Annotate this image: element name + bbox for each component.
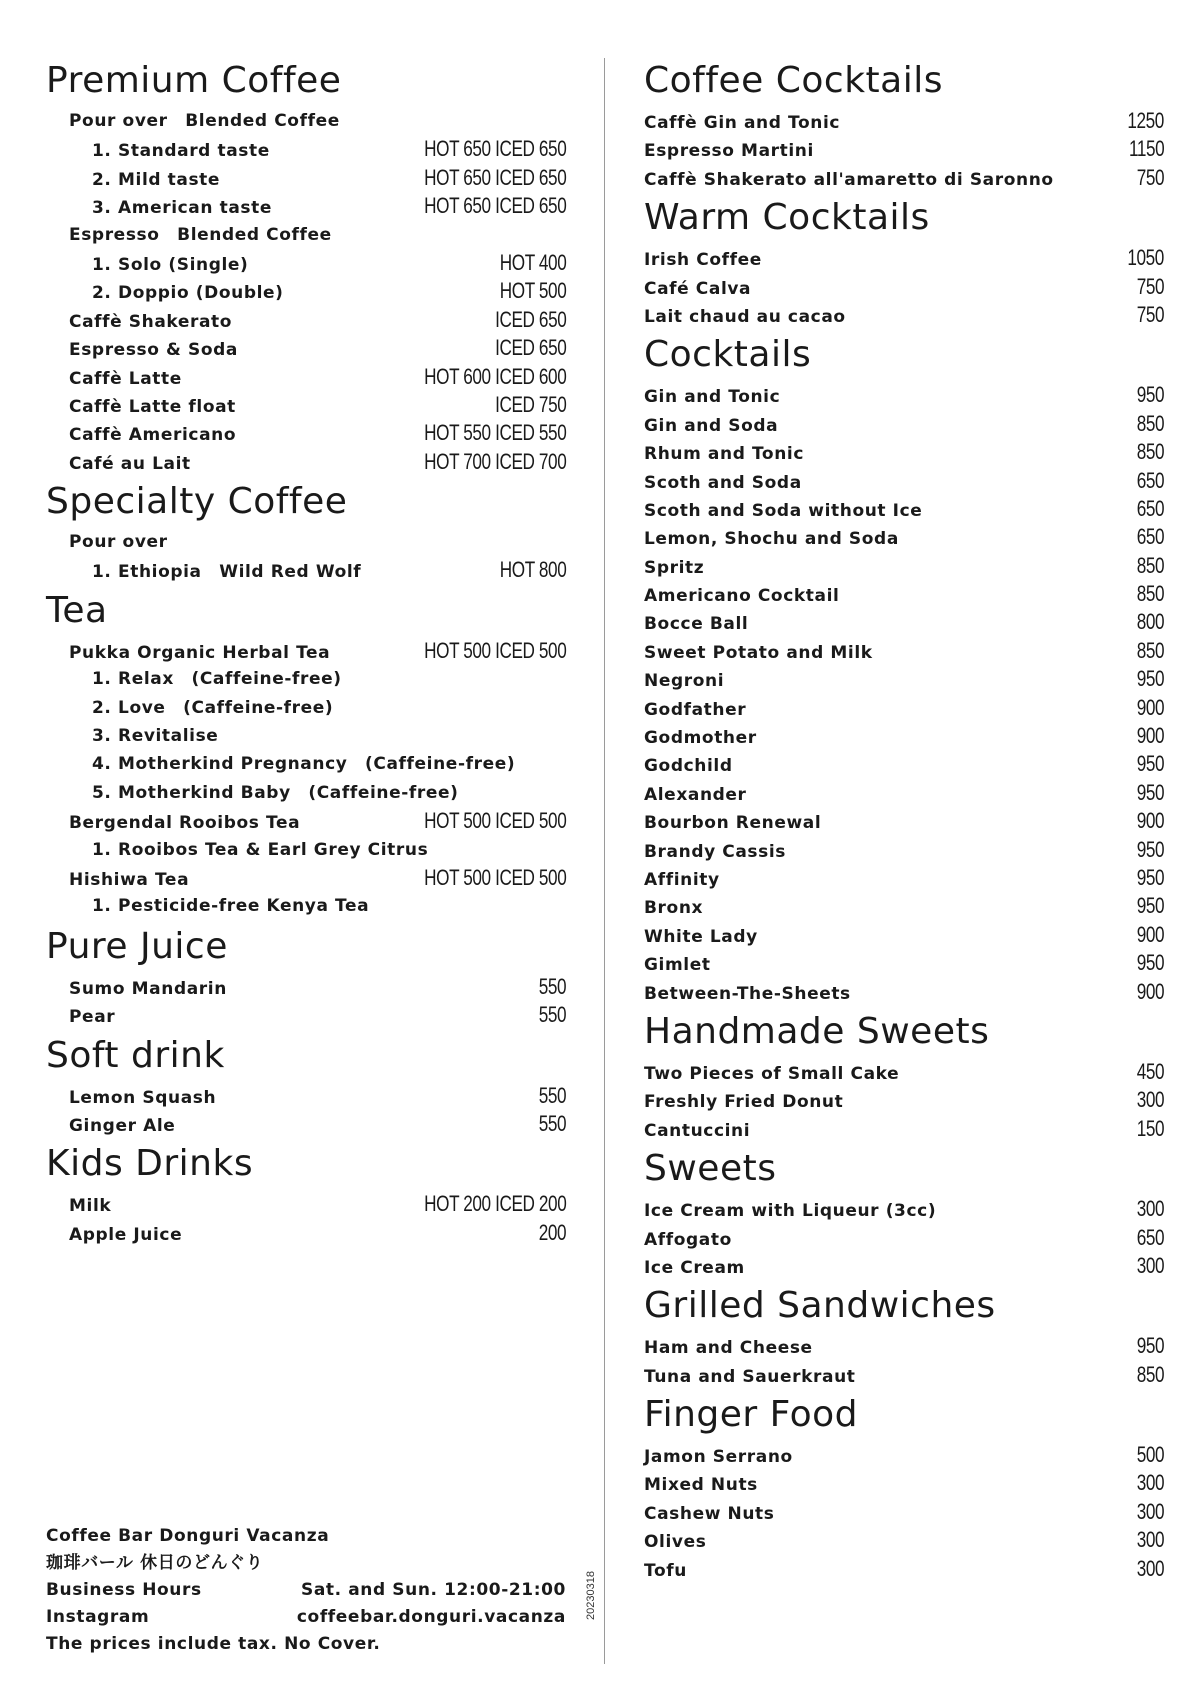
menu-item-name: Gimlet bbox=[644, 955, 711, 976]
menu-item bbox=[644, 1086, 1164, 1114]
menu-item-name: Lait chaud au cacao bbox=[644, 306, 846, 327]
menu-item-price: 550 bbox=[538, 1082, 566, 1108]
menu-item-name: Gin and Soda bbox=[644, 415, 779, 436]
menu-item-name: Caffè Americano bbox=[69, 425, 237, 446]
menu-item bbox=[644, 949, 1164, 977]
date-code: 20230318 bbox=[585, 1571, 597, 1620]
menu-item bbox=[46, 637, 566, 665]
menu-item-name: Pukka Organic Herbal Tea bbox=[69, 642, 331, 663]
menu-item-name: 4. Motherkind Pregnancy (Caffeine-free) bbox=[92, 754, 516, 775]
menu-item-name: 2. Love (Caffeine-free) bbox=[92, 697, 334, 718]
menu-item bbox=[644, 921, 1164, 949]
business-hours-row bbox=[46, 1577, 566, 1604]
menu-item bbox=[46, 1110, 566, 1138]
menu-item-name: Caffè Shakerato all'amaretto di Saronno bbox=[644, 169, 1054, 190]
menu-item bbox=[644, 523, 1164, 551]
menu-item-price: 300 bbox=[1136, 1555, 1164, 1581]
menu-item-price: 850 bbox=[1136, 552, 1164, 578]
menu-item-name: Brandy Cassis bbox=[644, 841, 787, 862]
menu-item-name: 1. Standard taste bbox=[92, 141, 270, 162]
menu-item-price: 300 bbox=[1136, 1252, 1164, 1278]
menu-item bbox=[46, 694, 566, 722]
menu-item-name: Tofu bbox=[644, 1560, 687, 1581]
menu-item bbox=[644, 580, 1164, 608]
menu-item-name: Rhum and Tonic bbox=[644, 444, 805, 465]
menu-item-name: Bronx bbox=[644, 898, 704, 919]
business-hours-label: Business Hours bbox=[46, 1580, 202, 1600]
menu-item-price: HOT 650 ICED 650 bbox=[423, 136, 566, 162]
menu-item-name: Café au Lait bbox=[69, 453, 191, 474]
menu-item bbox=[644, 1058, 1164, 1086]
menu-item-price: 850 bbox=[1136, 1361, 1164, 1387]
menu-item-price: 1250 bbox=[1127, 108, 1164, 133]
menu-item-price: 750 bbox=[1136, 273, 1164, 299]
menu-item-price: 550 bbox=[538, 973, 566, 999]
menu-item bbox=[644, 244, 1164, 272]
section-title: Grilled Sandwiches bbox=[644, 1285, 996, 1327]
menu-item-name: Cashew Nuts bbox=[644, 1503, 775, 1524]
menu-item-name: Between-The-Sheets bbox=[644, 983, 851, 1004]
menu-item bbox=[46, 1190, 566, 1218]
menu-item-price: 850 bbox=[1136, 439, 1164, 465]
menu-item-name: Pour over Blended Coffee bbox=[69, 111, 340, 131]
menu-item-price: 150 bbox=[1136, 1115, 1164, 1141]
menu-item-price: 900 bbox=[1136, 921, 1164, 947]
menu-item-price: 850 bbox=[1136, 637, 1164, 663]
menu-item-price: 850 bbox=[1136, 410, 1164, 436]
shop-name: Coffee Bar Donguri Vacanza bbox=[46, 1526, 330, 1546]
instagram-handle: coffeebar.donguri.vacanza bbox=[296, 1607, 566, 1627]
menu-item-name: Irish Coffee bbox=[644, 250, 762, 271]
column-divider bbox=[604, 58, 605, 1664]
menu-item-price: ICED 750 bbox=[494, 391, 566, 417]
menu-item bbox=[644, 410, 1164, 438]
menu-item-price: 1150 bbox=[1128, 136, 1164, 162]
menu-item-price: 950 bbox=[1136, 950, 1164, 976]
menu-item bbox=[644, 164, 1164, 192]
menu-item bbox=[46, 892, 566, 920]
footer bbox=[46, 1523, 566, 1658]
menu-item-price: 300 bbox=[1136, 1087, 1164, 1113]
menu-item-price: 650 bbox=[1136, 467, 1164, 493]
menu-item-name: Espresso & Soda bbox=[69, 340, 238, 361]
menu-item-name: Alexander bbox=[644, 784, 747, 805]
menu-item-price: 300 bbox=[1136, 1498, 1164, 1524]
menu-item bbox=[46, 722, 566, 750]
menu-item-name: 1. Solo (Single) bbox=[92, 254, 249, 275]
section-title: Kids Drinks bbox=[46, 1143, 254, 1185]
menu-item bbox=[644, 1498, 1164, 1526]
menu-item-name: Caffè Latte float bbox=[69, 396, 236, 417]
menu-item-name: Apple Juice bbox=[69, 1224, 183, 1245]
menu-item-price: 1050 bbox=[1127, 245, 1164, 271]
menu-item-name: Ham and Cheese bbox=[644, 1338, 813, 1359]
menu-item bbox=[46, 249, 566, 277]
menu-item-price: 950 bbox=[1136, 751, 1164, 777]
menu-item bbox=[46, 419, 566, 447]
menu-item bbox=[644, 722, 1164, 750]
menu-item-price: 950 bbox=[1136, 864, 1164, 890]
menu-item bbox=[644, 1361, 1164, 1389]
menu-item bbox=[644, 1252, 1164, 1280]
instagram-label: Instagram bbox=[46, 1607, 150, 1627]
menu-item-price: 950 bbox=[1136, 1333, 1164, 1359]
menu-item-price: HOT 650 ICED 650 bbox=[423, 193, 566, 219]
menu-item-name: 1. Rooibos Tea & Earl Grey Citrus bbox=[92, 839, 429, 860]
menu-item-price: ICED 650 bbox=[494, 306, 566, 332]
menu-item-name: Olives bbox=[644, 1532, 707, 1553]
menu-item-price: 650 bbox=[1136, 524, 1164, 550]
menu-item bbox=[46, 750, 566, 778]
menu-item bbox=[46, 556, 566, 584]
menu-item bbox=[644, 107, 1164, 135]
menu-item bbox=[644, 978, 1164, 1006]
menu-item-name: Caffè Gin and Tonic bbox=[644, 113, 841, 133]
menu-item-name: Godmother bbox=[644, 728, 757, 749]
menu-item-name: Caffè Latte bbox=[69, 368, 182, 389]
menu-item-name: Two Pieces of Small Cake bbox=[644, 1063, 900, 1084]
section-title: Finger Food bbox=[644, 1394, 858, 1436]
section-title: Soft drink bbox=[46, 1034, 225, 1076]
menu-item bbox=[46, 192, 566, 220]
menu-item-name: 1. Pesticide-free Kenya Tea bbox=[92, 896, 370, 917]
menu-item bbox=[644, 892, 1164, 920]
menu-item-price: HOT 550 ICED 550 bbox=[423, 420, 566, 446]
menu-item-name: Affogato bbox=[644, 1229, 732, 1250]
menu-item-price: 900 bbox=[1136, 978, 1164, 1004]
menu-item-name: Sumo Mandarin bbox=[69, 978, 227, 999]
menu-item bbox=[644, 1441, 1164, 1469]
menu-item bbox=[644, 750, 1164, 778]
business-hours-value: Sat. and Sun. 12:00-21:00 bbox=[301, 1580, 566, 1600]
menu-item bbox=[46, 448, 566, 476]
menu-item bbox=[644, 438, 1164, 466]
menu-item-name: 5. Motherkind Baby (Caffeine-free) bbox=[92, 782, 459, 803]
menu-item bbox=[46, 391, 566, 419]
menu-item bbox=[46, 665, 566, 693]
menu-item-name: Caffè Shakerato bbox=[69, 311, 233, 332]
menu-item-name: Godchild bbox=[644, 756, 733, 777]
menu-item-name: Pear bbox=[69, 1007, 116, 1028]
menu-item-price: 750 bbox=[1136, 164, 1164, 190]
menu-item-price: HOT 400 bbox=[499, 249, 566, 275]
menu-item-price: 950 bbox=[1136, 382, 1164, 408]
menu-item bbox=[644, 779, 1164, 807]
menu-item-name: Bourbon Renewal bbox=[644, 813, 822, 834]
menu-item bbox=[46, 363, 566, 391]
section-title: Handmade Sweets bbox=[644, 1010, 990, 1052]
menu-item-price: 300 bbox=[1136, 1470, 1164, 1496]
menu-item bbox=[46, 221, 566, 249]
menu-item-name: Pour over bbox=[69, 532, 168, 553]
menu-item-price: 300 bbox=[1136, 1527, 1164, 1553]
menu-item-price: HOT 700 ICED 700 bbox=[423, 448, 566, 474]
menu-item bbox=[644, 1195, 1164, 1223]
menu-item bbox=[644, 665, 1164, 693]
menu-item-name: Scoth and Soda without Ice bbox=[644, 500, 923, 521]
menu-item bbox=[46, 836, 566, 864]
menu-item-price: HOT 200 ICED 200 bbox=[423, 1191, 566, 1217]
menu-item-name: Freshly Fried Donut bbox=[644, 1092, 844, 1113]
menu-item bbox=[46, 973, 566, 1001]
menu-item bbox=[644, 135, 1164, 163]
section-title: Sweets bbox=[644, 1148, 777, 1190]
menu-item bbox=[46, 334, 566, 362]
section-title: Coffee Cocktails bbox=[644, 60, 943, 101]
menu-item-name: Mixed Nuts bbox=[644, 1475, 758, 1496]
menu-item-price: HOT 500 ICED 500 bbox=[423, 864, 566, 890]
menu-item-name: Café Calva bbox=[644, 278, 752, 299]
menu-item-name: Godfather bbox=[644, 699, 747, 720]
left-column bbox=[46, 55, 566, 1247]
menu-item bbox=[46, 864, 566, 892]
menu-item bbox=[644, 467, 1164, 495]
menu-item-price: 450 bbox=[1136, 1058, 1164, 1084]
menu-item bbox=[644, 637, 1164, 665]
menu-item bbox=[46, 779, 566, 807]
menu-item-price: HOT 500 bbox=[499, 278, 566, 304]
right-column bbox=[644, 55, 1164, 1583]
menu-item-price: 950 bbox=[1136, 666, 1164, 692]
menu-item-name: Bocce Ball bbox=[644, 614, 749, 635]
menu-item-price: 550 bbox=[538, 1110, 566, 1136]
menu-item-price: HOT 600 ICED 600 bbox=[423, 363, 566, 389]
menu-item bbox=[644, 552, 1164, 580]
menu-item-price: HOT 800 bbox=[499, 557, 566, 583]
section-title: Premium Coffee bbox=[46, 60, 342, 101]
menu-item-price: 750 bbox=[1136, 301, 1164, 327]
section-title: Cocktails bbox=[644, 334, 812, 376]
menu-item-name: Affinity bbox=[644, 869, 720, 890]
menu-item bbox=[644, 807, 1164, 835]
menu-item-price: HOT 650 ICED 650 bbox=[423, 164, 566, 190]
menu-item bbox=[644, 1224, 1164, 1252]
tax-note-row bbox=[46, 1631, 566, 1658]
menu-item-name: Americano Cocktail bbox=[644, 586, 840, 607]
menu-item bbox=[644, 1469, 1164, 1497]
menu-item-name: 1. Ethiopia Wild Red Wolf bbox=[92, 562, 362, 583]
menu-item-name: Bergendal Rooibos Tea bbox=[69, 813, 301, 834]
menu-item bbox=[46, 107, 566, 135]
menu-item bbox=[46, 528, 566, 556]
menu-item-price: 550 bbox=[538, 1002, 566, 1028]
menu-item bbox=[644, 1115, 1164, 1143]
menu-item bbox=[644, 694, 1164, 722]
menu-item-price: HOT 500 ICED 500 bbox=[423, 637, 566, 663]
menu-item-name: Lemon Squash bbox=[69, 1087, 217, 1108]
menu-item bbox=[644, 273, 1164, 301]
menu-item-name: Ice Cream bbox=[644, 1257, 745, 1278]
menu-item-price: 200 bbox=[538, 1219, 566, 1245]
menu-item bbox=[46, 306, 566, 334]
section-title: Warm Cocktails bbox=[644, 197, 930, 239]
menu-item-price: 850 bbox=[1136, 581, 1164, 607]
menu-item bbox=[46, 277, 566, 305]
menu-item-name: Cantuccini bbox=[644, 1120, 751, 1141]
menu-item bbox=[46, 1001, 566, 1029]
menu-item-price: 650 bbox=[1136, 495, 1164, 521]
menu-item-price: 900 bbox=[1136, 694, 1164, 720]
menu-item bbox=[644, 864, 1164, 892]
menu-item-name: 1. Relax (Caffeine-free) bbox=[92, 669, 342, 690]
menu-item-price: HOT 500 ICED 500 bbox=[423, 808, 566, 834]
menu-item bbox=[644, 608, 1164, 636]
menu-item bbox=[46, 135, 566, 163]
menu-item bbox=[644, 301, 1164, 329]
menu-item-price: 900 bbox=[1136, 723, 1164, 749]
section-title: Tea bbox=[46, 589, 108, 631]
menu-item-price: 950 bbox=[1136, 836, 1164, 862]
instagram-row bbox=[46, 1604, 566, 1631]
menu-item-name: Spritz bbox=[644, 557, 705, 578]
menu-item-name: Negroni bbox=[644, 671, 725, 692]
section-title: Specialty Coffee bbox=[46, 481, 348, 523]
menu-item bbox=[46, 164, 566, 192]
menu-item-name: Espresso Martini bbox=[644, 141, 814, 162]
menu-item bbox=[644, 1332, 1164, 1360]
menu-item-name: Milk bbox=[69, 1196, 112, 1217]
menu-item-name: Lemon, Shochu and Soda bbox=[644, 529, 899, 550]
menu-item-name: Ice Cream with Liqueur (3cc) bbox=[644, 1201, 937, 1222]
menu-item-name: Jamon Serrano bbox=[644, 1447, 793, 1468]
menu-item-price: 500 bbox=[1136, 1442, 1164, 1468]
shop-name-row bbox=[46, 1523, 566, 1550]
menu-item bbox=[644, 836, 1164, 864]
menu-item-name: Scoth and Soda bbox=[644, 472, 802, 493]
menu-item-name: 3. Revitalise bbox=[92, 726, 219, 747]
menu-item bbox=[46, 1082, 566, 1110]
section-title: Pure Juice bbox=[46, 925, 228, 967]
menu-item-price: 300 bbox=[1136, 1196, 1164, 1222]
menu-item-name: White Lady bbox=[644, 926, 758, 947]
menu-item-name: 3. American taste bbox=[92, 198, 272, 219]
menu-item-name: 2. Mild taste bbox=[92, 169, 221, 190]
tax-note: The prices include tax. No Cover. bbox=[46, 1634, 381, 1654]
menu-item bbox=[644, 1526, 1164, 1554]
shop-name-jp: 珈琲バール 休日のどんぐり bbox=[46, 1553, 264, 1573]
menu-item-price: 800 bbox=[1136, 609, 1164, 635]
menu-item-price: 950 bbox=[1136, 779, 1164, 805]
menu-item-name: Sweet Potato and Milk bbox=[644, 642, 873, 663]
menu-item-price: 650 bbox=[1136, 1224, 1164, 1250]
shop-name-jp-row bbox=[46, 1550, 566, 1577]
menu-item-name: Gin and Tonic bbox=[644, 387, 781, 408]
menu-item-price: 950 bbox=[1136, 893, 1164, 919]
menu-item-name: Hishiwa Tea bbox=[69, 869, 190, 890]
menu-item-name: Espresso Blended Coffee bbox=[69, 224, 332, 245]
menu-item-name: Tuna and Sauerkraut bbox=[644, 1366, 856, 1387]
menu-item-price: 900 bbox=[1136, 808, 1164, 834]
menu-item-name: 2. Doppio (Double) bbox=[92, 283, 284, 304]
menu-item bbox=[644, 1555, 1164, 1583]
menu-item bbox=[644, 381, 1164, 409]
menu-item-name: Ginger Ale bbox=[69, 1115, 176, 1136]
menu-item bbox=[644, 495, 1164, 523]
menu-item-price: ICED 650 bbox=[494, 335, 566, 361]
menu-item bbox=[46, 1219, 566, 1247]
menu-item bbox=[46, 807, 566, 835]
